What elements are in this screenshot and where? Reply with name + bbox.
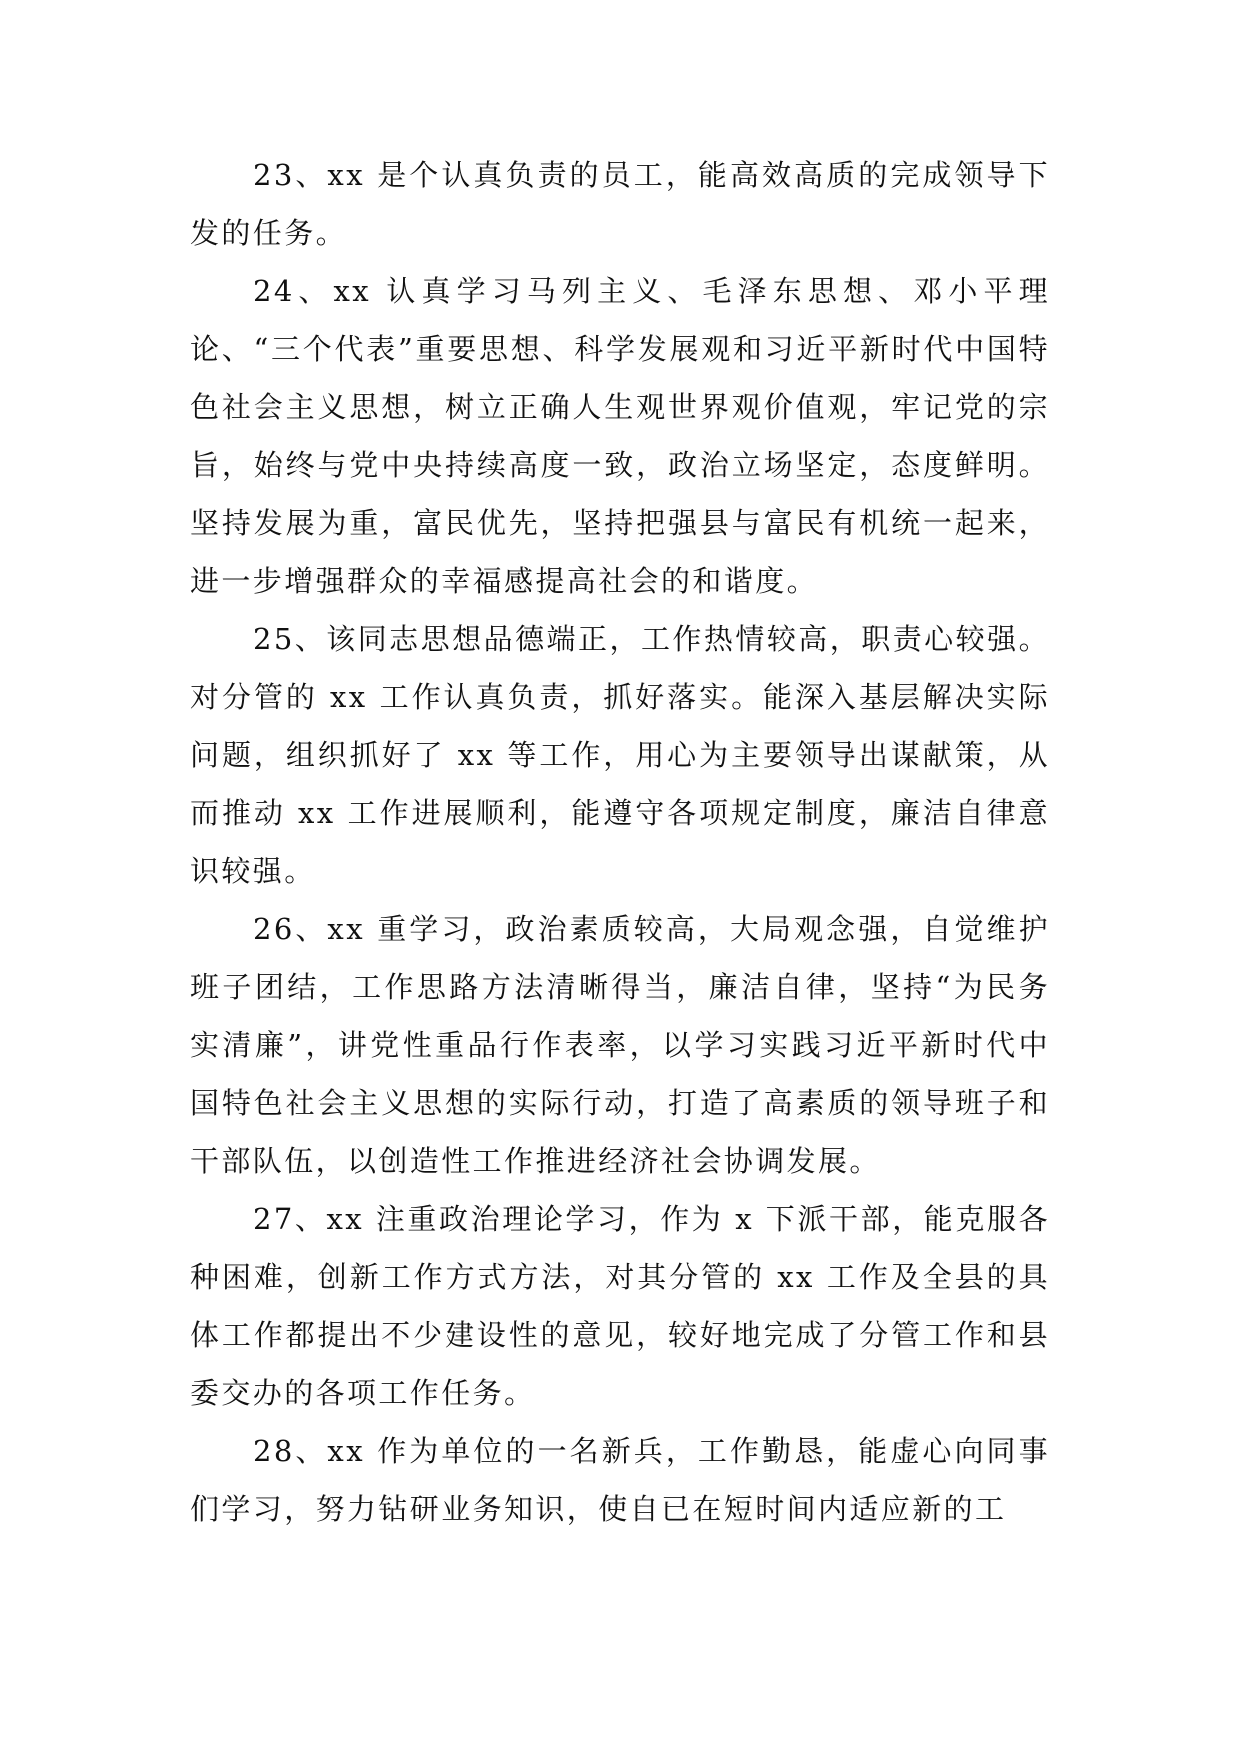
- paragraph-24: 24、xx 认真学习马列主义、毛泽东思想、邓小平理论、“三个代表”重要思想、科学发展观和习近平新时代中国特色社会主义思想，树立正确人生观世界观价值观，牢记党的宗旨，始终与党中央持续高度一致，政治立场坚定，态度鲜明。坚持发展为重，富民优先，坚持把强县与富民有机统一起来，进一步增强群众的幸福感提高社会的和谐度。: [190, 274, 1050, 598]
- paragraph-26: 26、xx 重学习，政治素质较高，大局观念强，自觉维护班子团结，工作思路方法清晰得当，廉洁自律，坚持“为民务实清廉”，讲党性重品行作表率，以学习实践习近平新时代中国特色社会主义思想的实际行动，打造了高素质的领导班子和干部队伍，以创造性工作推进经济社会协调发展。: [190, 912, 1050, 1178]
- paragraph-25: 25、该同志思想品德端正，工作热情较高，职责心较强。对分管的 xx 工作认真负责，抓好落实。能深入基层解决实际问题，组织抓好了 xx 等工作，用心为主要领导出谋献策，从而推动 xx 工作进展顺利，能遵守各项规定制度，廉洁自律意识较强。: [190, 622, 1050, 888]
- paragraph-23: 23、xx 是个认真负责的员工，能高效高质的完成领导下发的任务。: [190, 158, 1050, 250]
- paragraph-27: 27、xx 注重政治理论学习，作为 x 下派干部，能克服各种困难，创新工作方式方法，对其分管的 xx 工作及全县的具体工作都提出不少建设性的意见，较好地完成了分管工作和县委交办的各项工作任务。: [190, 1202, 1050, 1410]
- paragraph-28: 28、xx 作为单位的一名新兵，工作勤恳，能虚心向同事们学习，努力钻研业务知识，使自已在短时间内适应新的工: [190, 1434, 1050, 1526]
- document-body: [190, 146, 1050, 1538]
